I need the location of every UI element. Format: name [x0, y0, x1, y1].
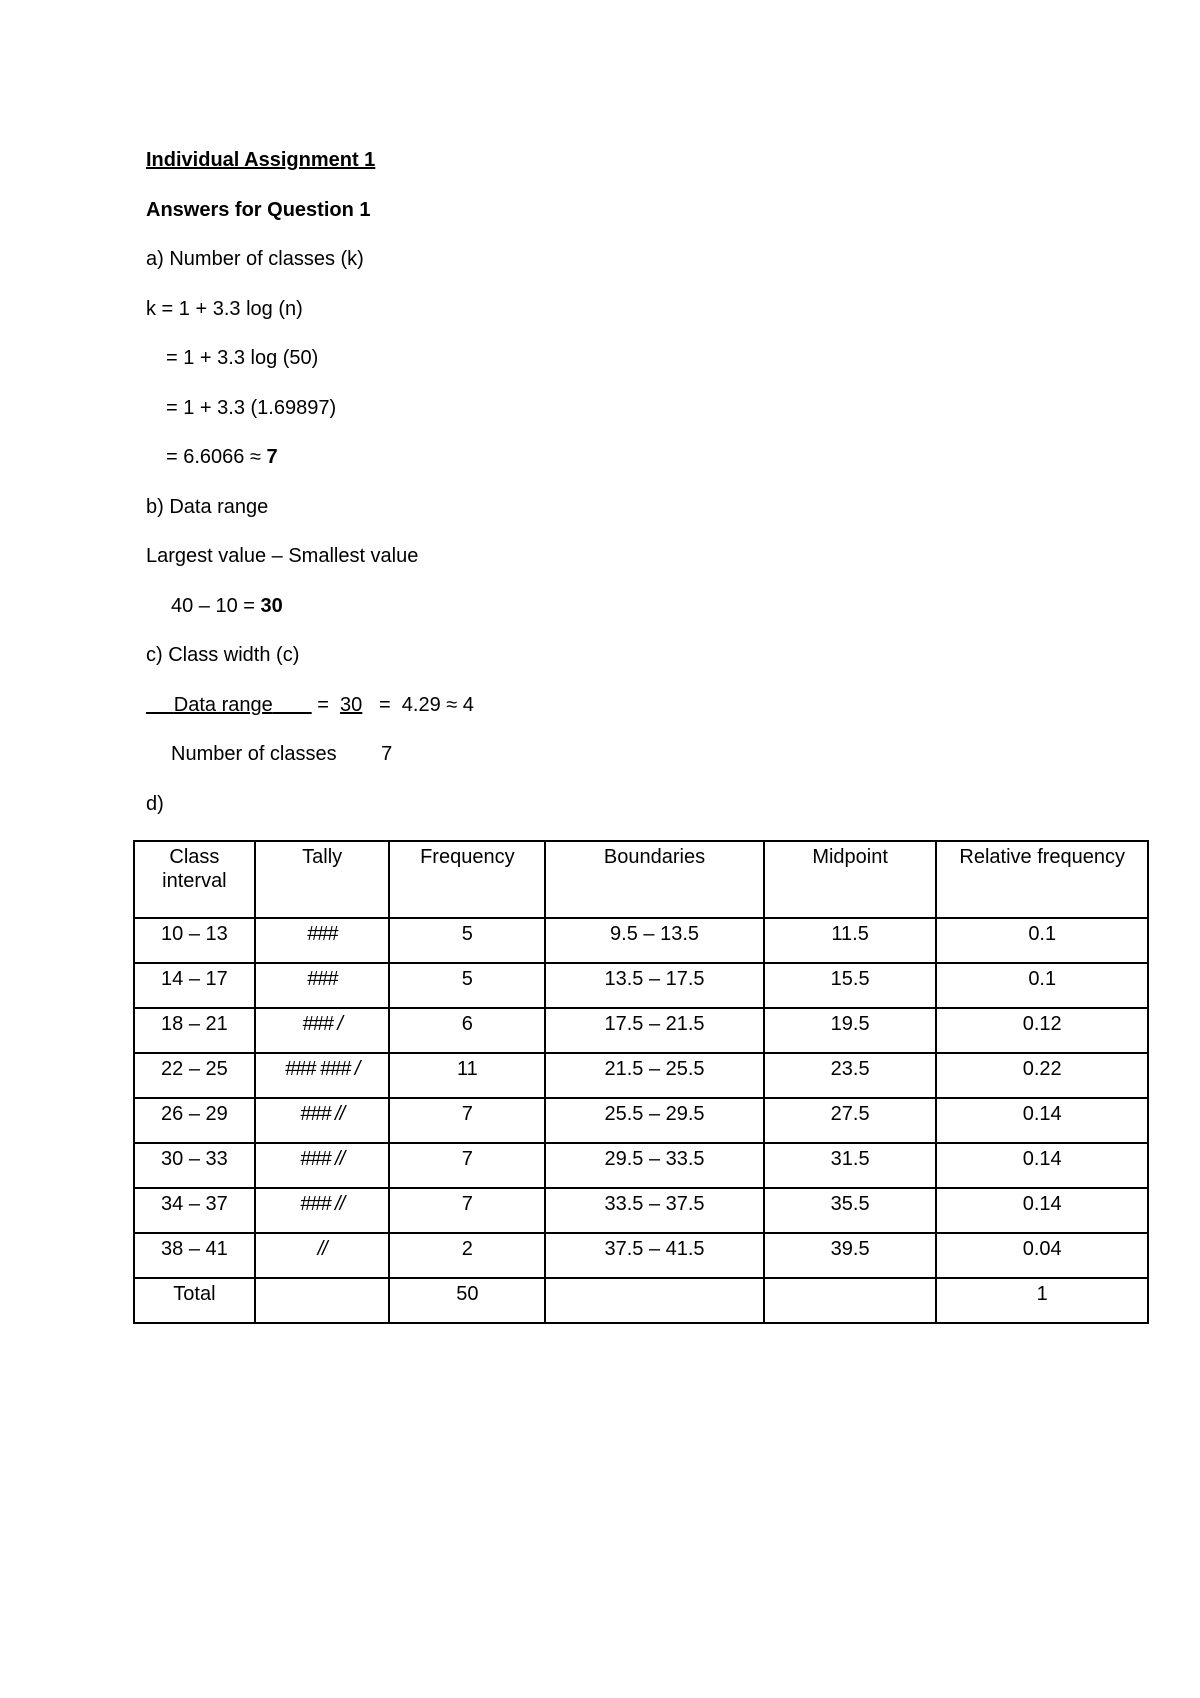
- part-b-calc: [171, 594, 283, 618]
- part-b-calc-prefix: 40 – 10 =: [171, 595, 261, 617]
- cell-relative-frequency: 0.14: [936, 1188, 1148, 1233]
- cell-boundaries: 25.5 – 29.5: [545, 1098, 764, 1143]
- cell-frequency: 7: [389, 1143, 545, 1188]
- table-row: [134, 1143, 1148, 1188]
- cell-midpoint: 27.5: [764, 1098, 937, 1143]
- part-c-value-numerator: 30: [340, 694, 363, 716]
- cell-midpoint: 15.5: [764, 963, 937, 1008]
- cell-tally: ### //: [255, 1098, 390, 1143]
- part-a-step1: = 1 + 3.3 log (50): [166, 347, 319, 369]
- cell-tally: ### ### /: [255, 1053, 390, 1098]
- cell-tally: [255, 1278, 390, 1323]
- part-a-formula: k = 1 + 3.3 log (n): [146, 298, 303, 320]
- cell-frequency: 5: [389, 963, 545, 1008]
- cell-relative-frequency: 0.04: [936, 1233, 1148, 1278]
- cell-frequency: 7: [389, 1188, 545, 1233]
- cell-boundaries: [545, 1278, 764, 1323]
- cell-tally: //: [255, 1233, 390, 1278]
- part-c-equals-2: =: [378, 694, 391, 716]
- cell-boundaries: 9.5 – 13.5: [545, 918, 764, 963]
- cell-frequency: 5: [389, 918, 545, 963]
- header-boundaries: Boundaries: [545, 841, 764, 918]
- cell-relative-frequency: 0.22: [936, 1053, 1148, 1098]
- cell-relative-frequency: 0.14: [936, 1143, 1148, 1188]
- cell-total-label: Total: [134, 1278, 255, 1323]
- cell-tally: ### //: [255, 1188, 390, 1233]
- table-row: [134, 1008, 1148, 1053]
- cell-class-interval: 30 – 33: [134, 1143, 255, 1188]
- cell-class-interval: 22 – 25: [134, 1053, 255, 1098]
- cell-boundaries: 33.5 – 37.5: [545, 1188, 764, 1233]
- cell-class-interval: 18 – 21: [134, 1008, 255, 1053]
- part-a-label: a) Number of classes (k): [146, 248, 364, 270]
- cell-tally: ### //: [255, 1143, 390, 1188]
- table-row: [134, 1188, 1148, 1233]
- header-tally: Tally: [255, 841, 390, 918]
- cell-boundaries: 17.5 – 21.5: [545, 1008, 764, 1053]
- cell-relative-frequency: 0.12: [936, 1008, 1148, 1053]
- part-b-formula: Largest value – Smallest value: [146, 545, 419, 567]
- cell-tally: ###: [255, 963, 390, 1008]
- cell-midpoint: 19.5: [764, 1008, 937, 1053]
- part-a-step3: [166, 445, 278, 469]
- cell-relative-frequency: 0.1: [936, 918, 1148, 963]
- part-b-calc-result: 30: [260, 595, 283, 617]
- cell-midpoint: 11.5: [764, 918, 937, 963]
- part-c-value-denominator: 7: [381, 743, 393, 765]
- cell-midpoint: 35.5: [764, 1188, 937, 1233]
- cell-class-interval: 38 – 41: [134, 1233, 255, 1278]
- cell-boundaries: 29.5 – 33.5: [545, 1143, 764, 1188]
- document-title: Individual Assignment 1: [146, 149, 376, 171]
- table-header-row: [134, 841, 1148, 918]
- header-midpoint: Midpoint: [764, 841, 937, 918]
- part-c-equals-1: =: [317, 694, 329, 716]
- cell-frequency: 7: [389, 1098, 545, 1143]
- table-row: [134, 1098, 1148, 1143]
- cell-class-interval: 34 – 37: [134, 1188, 255, 1233]
- part-c-denominator: Number of classes: [171, 743, 337, 765]
- cell-class-interval: 14 – 17: [134, 963, 255, 1008]
- cell-relative-frequency: 0.14: [936, 1098, 1148, 1143]
- question-heading: Answers for Question 1: [146, 199, 371, 221]
- header-frequency: Frequency: [389, 841, 545, 918]
- cell-boundaries: 21.5 – 25.5: [545, 1053, 764, 1098]
- frequency-table: [133, 840, 1149, 1324]
- cell-total-relative-frequency: 1: [936, 1278, 1148, 1323]
- cell-midpoint: [764, 1278, 937, 1323]
- cell-boundaries: 13.5 – 17.5: [545, 963, 764, 1008]
- cell-class-interval: 10 – 13: [134, 918, 255, 963]
- cell-midpoint: 23.5: [764, 1053, 937, 1098]
- table-total-row: [134, 1278, 1148, 1323]
- cell-midpoint: 39.5: [764, 1233, 937, 1278]
- cell-boundaries: 37.5 – 41.5: [545, 1233, 764, 1278]
- cell-frequency: 11: [389, 1053, 545, 1098]
- header-class-interval: Class interval: [134, 841, 255, 918]
- part-b-label: b) Data range: [146, 496, 269, 518]
- part-c-numerator-text: Data range: [173, 694, 273, 716]
- cell-total-frequency: 50: [389, 1278, 545, 1323]
- cell-class-interval: 26 – 29: [134, 1098, 255, 1143]
- cell-relative-frequency: 0.1: [936, 963, 1148, 1008]
- table-row: [134, 1053, 1148, 1098]
- part-a-step2: = 1 + 3.3 (1.69897): [166, 397, 337, 419]
- header-relative-frequency: Relative frequency: [936, 841, 1148, 918]
- cell-frequency: 2: [389, 1233, 545, 1278]
- table-row: [134, 1233, 1148, 1278]
- cell-midpoint: 31.5: [764, 1143, 937, 1188]
- part-c-numerator: [146, 694, 312, 716]
- table-row: [134, 918, 1148, 963]
- part-c-result: 4.29 ≈ 4: [401, 694, 474, 716]
- part-d-label: d): [146, 793, 164, 815]
- table-row: [134, 963, 1148, 1008]
- part-c-denominator-line: [171, 742, 392, 766]
- part-a-step3-prefix: = 6.6066 ≈: [166, 446, 267, 468]
- cell-tally: ###: [255, 918, 390, 963]
- cell-tally: ### /: [255, 1008, 390, 1053]
- part-a-step3-result: 7: [266, 446, 278, 468]
- part-c-fraction-line: [146, 693, 474, 717]
- part-c-label: c) Class width (c): [146, 644, 300, 666]
- cell-frequency: 6: [389, 1008, 545, 1053]
